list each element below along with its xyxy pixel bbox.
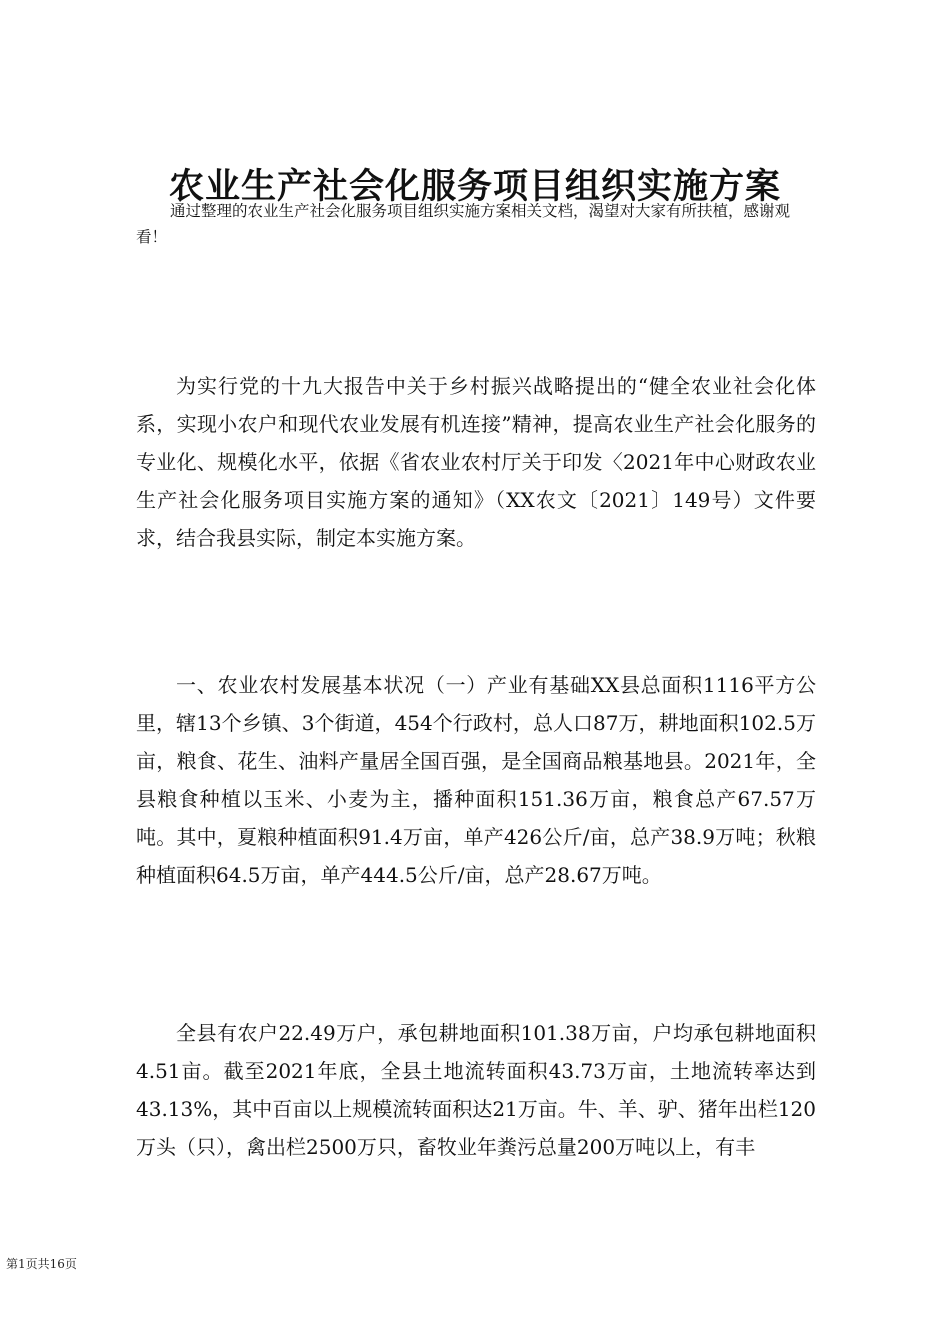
- paragraph-2: 一、农业农村发展基本状况（一）产业有基础XX县总面积1116平方公里，辖13个乡镇、3个街道，454个行政村，总人口87万，耕地面积102.5万亩，粮食、花生、油料产量居全国百强，是全国商品粮基地县。2021年，全县粮食种植以玉米、小麦为主，播种面积151.36万亩，粮食总产67.57万吨。其中，夏粮种植面积91.4万亩，单产426公斤/亩，总产38.9万吨；秋粮种植面积64.5万亩，单产444.5公斤/亩，总产28.67万吨。: [136, 673, 816, 887]
- intro-text: 通过整理的农业生产社会化服务项目组织实施方案相关文档，渴望对大家有所扶植，感谢观看！: [136, 202, 791, 246]
- paragraph-1: 为实行党的十九大报告中关于乡村振兴战略提出的“健全农业社会化体系，实现小农户和现代农业发展有机连接”精神，提高农业生产社会化服务的专业化、规模化水平，依据《省农业农村厅关于印发〈2021年中心财政农业生产社会化服务项目实施方案的通知》（XX农文〔2021〕149号）文件要求，结合我县实际，制定本实施方案。: [136, 374, 816, 550]
- page-number-footer: 第1页共16页: [6, 1257, 77, 1271]
- page-title: 农业生产社会化服务项目组织实施方案: [168, 167, 781, 208]
- paragraph-3: 全县有农户22.49万户，承包耕地面积101.38万亩，户均承包耕地面积4.51亩。截至2021年底，全县土地流转面积43.73万亩，土地流转率达到43.13%，其中百亩以上规模流转面积达21万亩。牛、羊、驴、猪年出栏120万头（只），禽出栏2500万只，畜牧业年粪污总量200万吨以上，有丰: [136, 1021, 816, 1159]
